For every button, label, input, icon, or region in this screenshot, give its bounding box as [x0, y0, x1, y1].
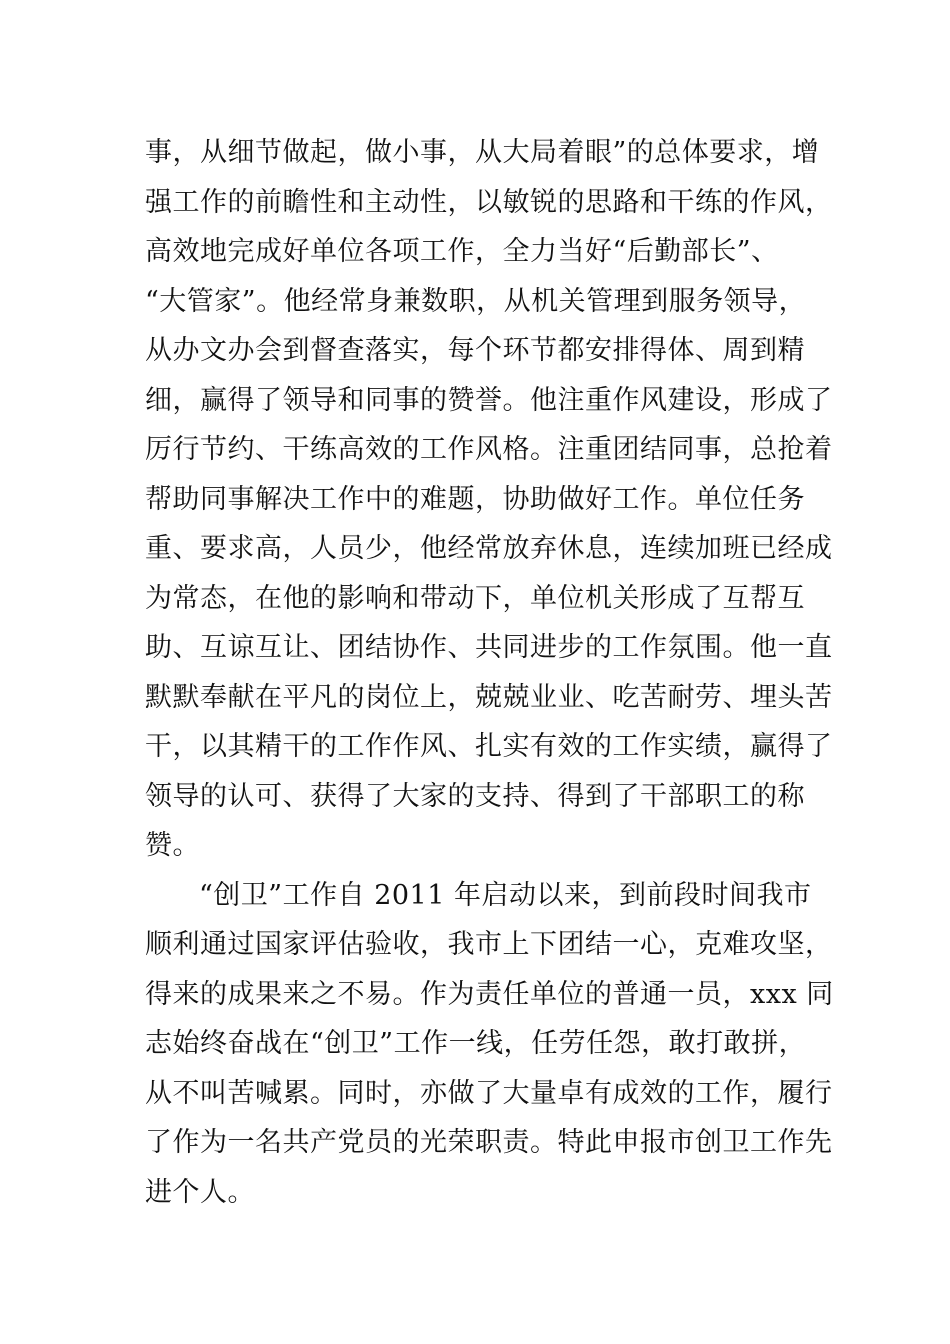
text-line: 进个人。	[145, 1176, 255, 1208]
text-line: 为常态，在他的影响和带动下，单位机关形成了互帮互	[145, 582, 805, 614]
text-line: 了作为一名共产党员的光荣职责。特此申报市创卫工作先	[145, 1127, 833, 1158]
text-line: 高效地完成好单位各项工作，全力当好“后勤部长”、	[145, 236, 779, 267]
text-line: 细，赢得了领导和同事的赞誉。他注重作风建设，形成了	[145, 384, 833, 416]
text-line: 重、要求高，人员少，他经常放弃休息，连续加班已经成	[145, 533, 833, 564]
text-line: “大管家”。他经常身兼数职，从机关管理到服务领导，	[145, 285, 807, 317]
text-line: 从不叫苦喊累。同时，亦做了大量卓有成效的工作，履行	[145, 1077, 833, 1109]
text-line: 得来的成果来之不易。作为责任单位的普通一员，xxx 同	[145, 978, 834, 1010]
paragraph-2	[145, 871, 834, 1218]
text-line: 厉行节约、干练高效的工作风格。注重团结同事，总抢着	[145, 434, 833, 465]
text-line-indented: “创卫”工作自 2011 年启动以来，到前段时间我市	[199, 879, 812, 911]
text-line: 干，以其精干的工作作风、扎实有效的工作实绩，赢得了	[145, 731, 833, 762]
text-line: 默默奉献在平凡的岗位上，兢兢业业、吃苦耐劳、埋头苦	[145, 681, 833, 713]
text-line: 强工作的前瞻性和主动性，以敏锐的思路和干练的作风，	[145, 186, 833, 218]
text-line: 帮助同事解决工作中的难题，协助做好工作。单位任务	[145, 483, 805, 515]
text-line: 从办文办会到督查落实，每个环节都安排得体、周到精	[145, 335, 805, 366]
document-body	[145, 128, 834, 1217]
text-line: 领导的认可、获得了大家的支持、得到了干部职工的称	[145, 780, 805, 812]
text-line: 顺利通过国家评估验收，我市上下团结一心，克难攻坚，	[145, 929, 833, 960]
text-line: 志始终奋战在“创卫”工作一线，任劳任怨，敢打敢拼，	[145, 1028, 807, 1059]
text-line: 助、互谅互让、团结协作、共同进步的工作氛围。他一直	[145, 632, 833, 663]
text-line: 事，从细节做起，做小事，从大局着眼”的总体要求，增	[145, 137, 820, 168]
text-line: 赞。	[145, 830, 200, 861]
paragraph-1	[145, 128, 833, 871]
